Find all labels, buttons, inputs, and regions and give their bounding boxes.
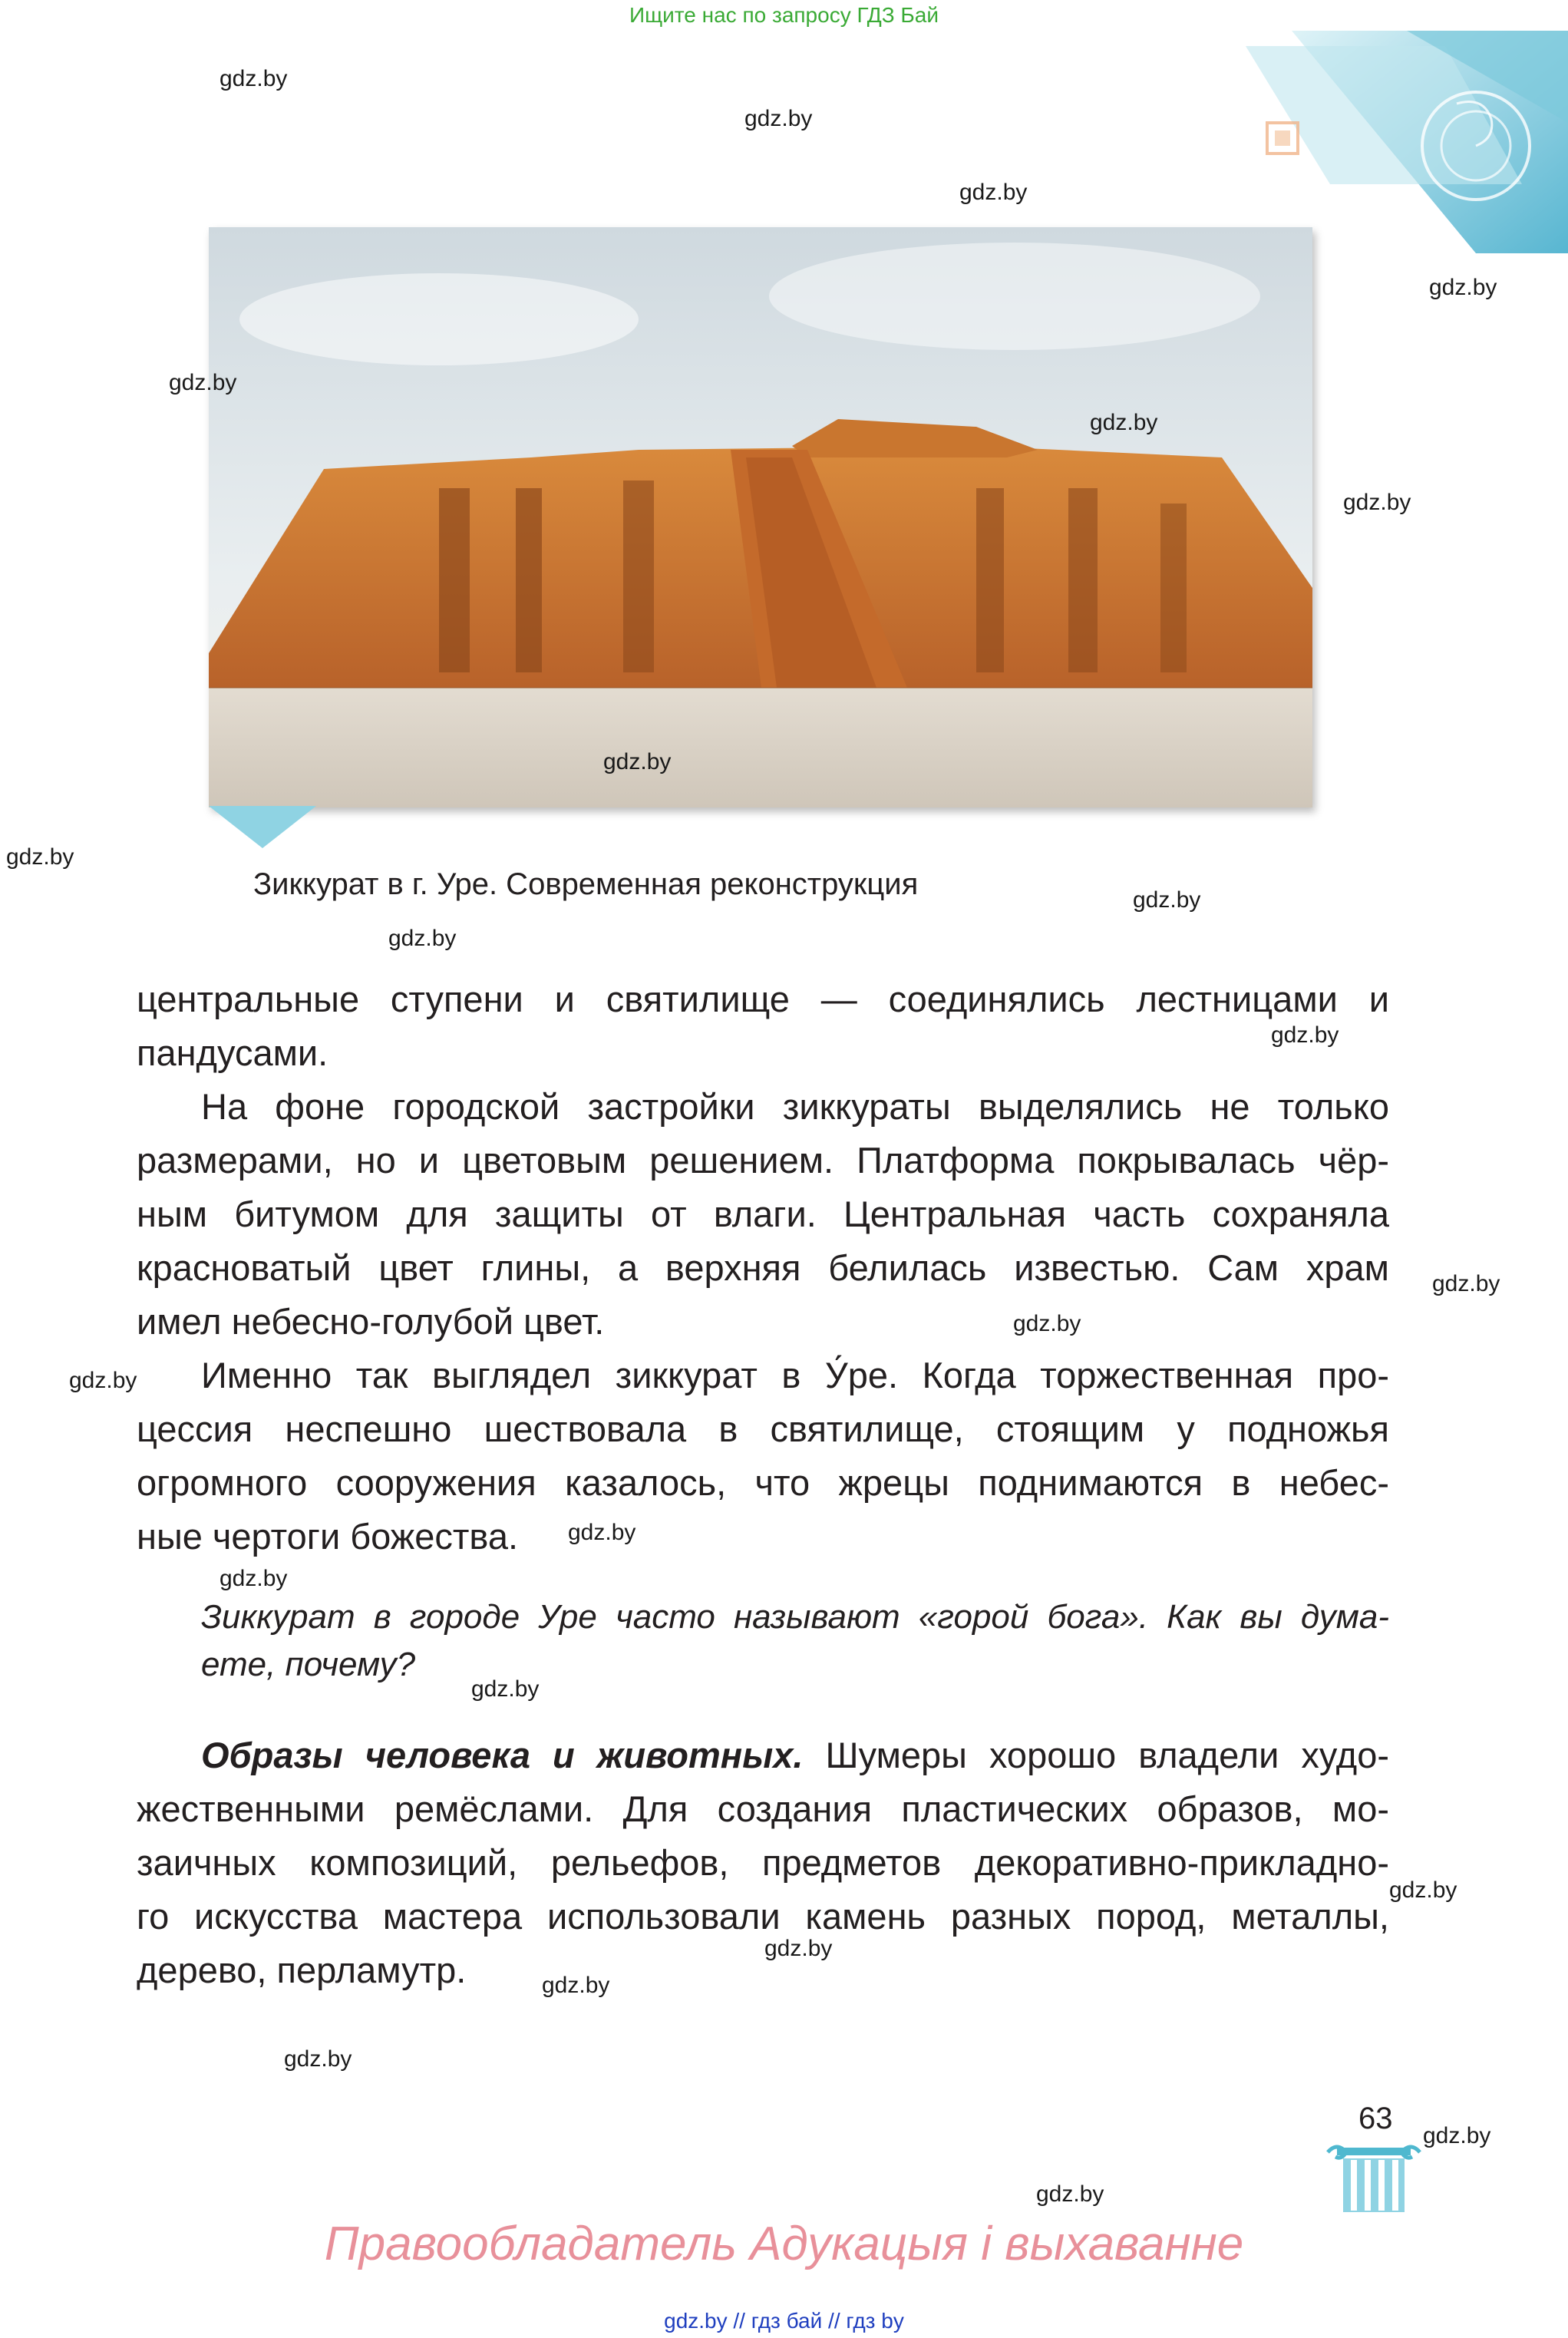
- watermark: gdz.by: [959, 180, 1028, 205]
- watermark: gdz.by: [1013, 1311, 1081, 1336]
- watermark: gdz.by: [744, 106, 813, 131]
- watermark: gdz.by: [603, 749, 672, 774]
- watermark: gdz.by: [69, 1368, 137, 1393]
- watermark: gdz.by: [169, 370, 237, 395]
- watermark: gdz.by: [568, 1520, 636, 1545]
- text-line: На фоне городской застройки зиккураты выделялись не только: [201, 1086, 1389, 1127]
- text-line: дерево, перламутр.: [137, 1950, 467, 1990]
- top-banner[interactable]: Ищите нас по запросу ГДЗ Бай: [629, 3, 939, 27]
- watermark: gdz.by: [1429, 275, 1497, 300]
- ziggurat-photo: [209, 227, 1312, 807]
- section-heading: Образы человека и животных.: [201, 1735, 804, 1775]
- watermark: gdz.by: [1432, 1271, 1500, 1296]
- text-line: ным битумом для защиты от влаги. Центральная часть сохраняла: [137, 1194, 1389, 1234]
- text-line: ные чертоги божества.: [137, 1516, 519, 1557]
- text-line: пандусами.: [137, 1032, 328, 1073]
- figure-caption: Зиккурат в г. Уре. Современная реконструкция: [253, 867, 919, 901]
- text-line: красноватый цвет глины, а верхняя белилась известью. Сам храм: [137, 1247, 1389, 1288]
- text-line: [137, 1729, 1389, 1782]
- question-line: ете, почему?: [201, 1646, 416, 1683]
- watermark: gdz.by: [542, 1973, 610, 1998]
- watermark: gdz.by: [471, 1676, 540, 1702]
- watermark: gdz.by: [1133, 887, 1201, 913]
- decorative-corner: [1246, 31, 1568, 253]
- page-number: 63: [1358, 2102, 1393, 2135]
- watermark: gdz.by: [1090, 410, 1158, 435]
- text-line: Именно так выглядел зиккурат в У́ре. Когда торжественная про-: [201, 1355, 1389, 1395]
- text-line: го искусства мастера использовали камень разных пород, металлы,: [137, 1896, 1389, 1937]
- paragraph-2: [137, 1080, 1389, 1349]
- question-line: Зиккурат в городе Уре часто называют «горой бога». Как вы дума-: [201, 1598, 1389, 1636]
- text-line: имел небесно-голубой цвет.: [137, 1301, 605, 1342]
- watermark: gdz.by: [764, 1936, 833, 1961]
- text-line: заичных композиций, рельефов, предметов декоративно-прикладно-: [137, 1842, 1389, 1883]
- text-line: огромного сооружения казалось, что жрецы поднимаются в небес-: [137, 1462, 1389, 1503]
- text-line: жественными ремёслами. Для создания пластических образов, мо-: [137, 1788, 1389, 1829]
- text-fragment: Шумеры хорошо владели худо-: [825, 1735, 1390, 1775]
- watermark: gdz.by: [1036, 2181, 1104, 2207]
- watermark: gdz.by: [6, 844, 74, 870]
- column-icon: [1320, 2142, 1428, 2218]
- watermark: gdz.by: [388, 926, 457, 951]
- watermark: gdz.by: [1389, 1877, 1457, 1903]
- paragraph-3: [137, 1349, 1389, 1564]
- watermark: gdz.by: [220, 1566, 288, 1591]
- question-block: [201, 1593, 1389, 1689]
- watermark: gdz.by: [220, 66, 288, 91]
- watermark: gdz.by: [1423, 2123, 1491, 2148]
- watermark: gdz.by: [1343, 490, 1411, 515]
- text-line: цессия неспешно шествовала в святилище, стоящим у подножья: [137, 1408, 1389, 1449]
- watermark: gdz.by: [1271, 1022, 1339, 1048]
- figure-tab-marker: [209, 806, 316, 858]
- watermark: gdz.by: [284, 2046, 352, 2072]
- text-line: размерами, но и цветовым решением. Платформа покрывалась чёр-: [137, 1140, 1389, 1181]
- copyright-line: Правообладатель Адукацыя і выхаванне: [324, 2217, 1244, 2270]
- paragraph-1: [137, 973, 1389, 1080]
- paragraph-4: [137, 1729, 1389, 1997]
- footer-links[interactable]: gdz.by // гдз бай // гдз by: [664, 2309, 904, 2333]
- text-line: центральные ступени и святилище — соединялись лестницами и: [137, 979, 1389, 1019]
